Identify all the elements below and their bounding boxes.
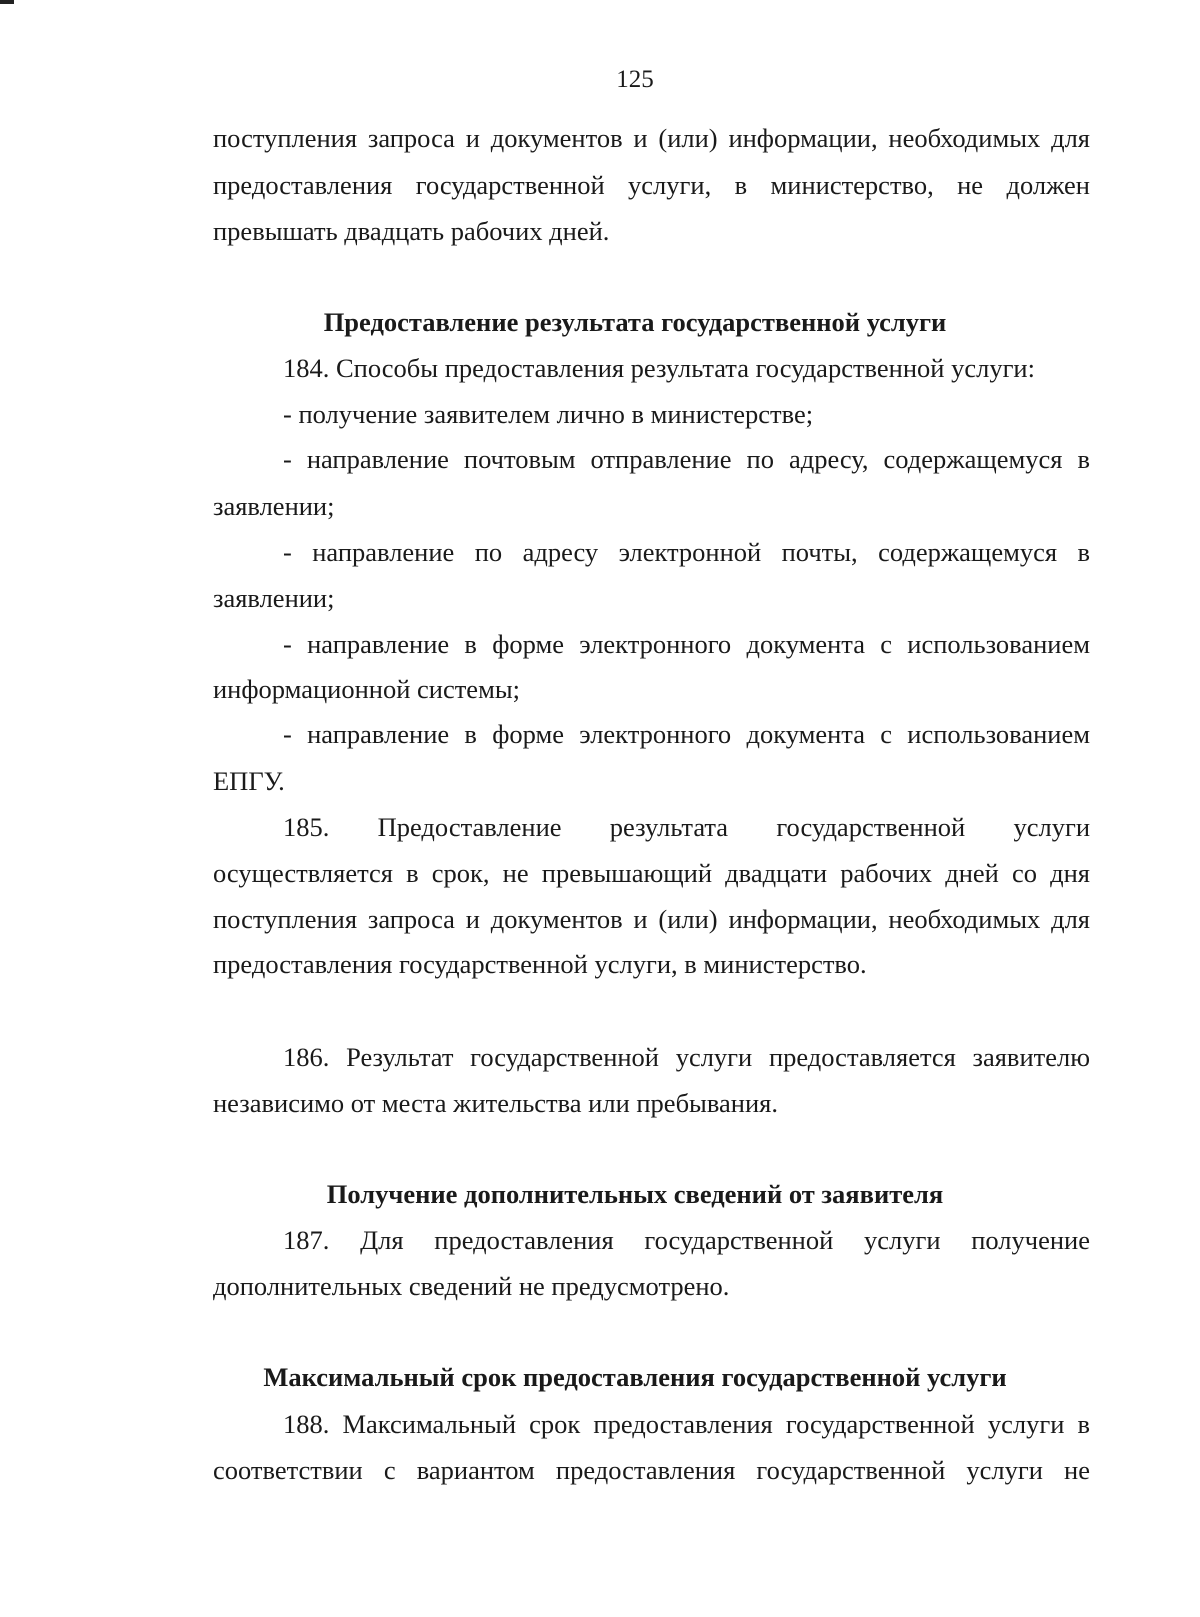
- list-item: - направление в форме электронного документа с использованием: [283, 719, 1090, 749]
- text-line: заявлении;: [213, 583, 335, 613]
- text-line: поступления запроса и документов и (или) информации, необходимых для: [213, 904, 1090, 934]
- text-line: 185. Предоставление результата государственной услуги: [283, 812, 1090, 842]
- text-line: 184. Способы предоставления результата государственной услуги:: [283, 353, 1035, 383]
- list-item: - направление в форме электронного документа с использованием: [283, 629, 1090, 659]
- page-number: 125: [616, 66, 654, 93]
- list-item: - направление почтовым отправление по адресу, содержащемуся в: [283, 444, 1090, 474]
- list-item: - получение заявителем лично в министерстве;: [283, 399, 814, 429]
- scan-edge-mark: [0, 0, 14, 4]
- text-line: заявлении;: [213, 491, 335, 521]
- text-line: дополнительных сведений не предусмотрено.: [213, 1271, 730, 1301]
- text-line: информационной системы;: [213, 674, 521, 704]
- text-line: ЕПГУ.: [213, 766, 285, 796]
- text-line: осуществляется в срок, не превышающий двадцати рабочих дней со дня: [213, 858, 1090, 888]
- text-line: 188. Максимальный срок предоставления государственной услуги в: [283, 1409, 1090, 1439]
- section-heading: Предоставление результата государственной услуги: [323, 307, 947, 337]
- text-line: предоставления государственной услуги, в министерство.: [213, 949, 867, 979]
- text-line: 187. Для предоставления государственной услуги получение: [283, 1225, 1090, 1255]
- text-line: независимо от места жительства или пребывания.: [213, 1088, 778, 1118]
- text-line: предоставления государственной услуги, в министерство, не должен: [213, 170, 1090, 200]
- section-heading: Получение дополнительных сведений от заявителя: [326, 1179, 944, 1209]
- text-line: превышать двадцать рабочих дней.: [213, 216, 610, 246]
- text-line: 186. Результат государственной услуги предоставляется заявителю: [283, 1042, 1090, 1072]
- section-heading: Максимальный срок предоставления государственной услуги: [263, 1362, 1007, 1392]
- text-line: соответствии с вариантом предоставления государственной услуги не: [213, 1455, 1090, 1485]
- list-item: - направление по адресу электронной почты, содержащемуся в: [283, 537, 1090, 567]
- text-line: поступления запроса и документов и (или) информации, необходимых для: [213, 123, 1090, 153]
